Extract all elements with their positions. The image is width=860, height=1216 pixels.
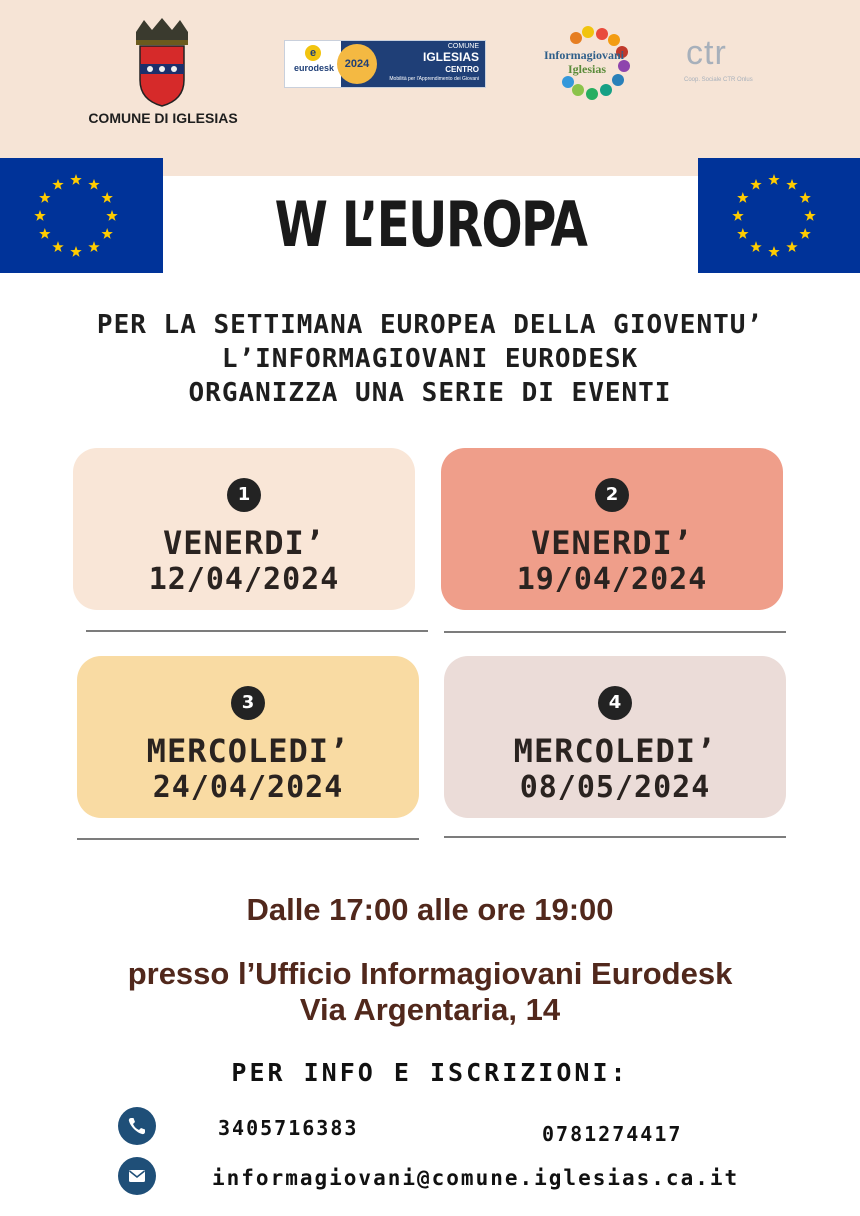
eu-star-icon (786, 179, 797, 190)
event-date: 24/04/2024 (152, 770, 344, 805)
eu-star-icon (750, 179, 761, 190)
eu-star-icon (732, 210, 743, 221)
eu-star-icon (39, 192, 50, 203)
event-card-1 (73, 448, 415, 610)
envelope-icon (118, 1157, 156, 1195)
event-number-badge: 4 (598, 686, 632, 720)
eu-star-icon (52, 179, 63, 190)
eu-star-icon (799, 228, 810, 239)
event-number-badge: 3 (231, 686, 265, 720)
divider (444, 631, 786, 633)
eu-flag-left (0, 158, 163, 273)
eu-star-icon (799, 192, 810, 203)
eurodesk-centro: CENTRO (445, 65, 479, 74)
eurodesk-comune: COMUNE (447, 43, 479, 50)
eu-stars-icon (698, 158, 860, 273)
intro-text (0, 308, 860, 410)
event-day: VENERDI’ (530, 524, 694, 562)
event-day: MERCOLEDI’ (146, 732, 350, 770)
comune-crest-logo (130, 18, 194, 108)
eurodesk-tagline: Mobilità per l'Apprendimento dei Giovani (389, 76, 479, 82)
eu-star-icon (70, 174, 81, 185)
info-label: PER INFO E ISCRIZIONI: (231, 1058, 629, 1087)
event-number-badge: 1 (227, 478, 261, 512)
eu-star-icon (52, 241, 63, 252)
intro-line: PER LA SETTIMANA EUROPEA DELLA GIOVENTU’ (96, 310, 764, 340)
eu-star-icon (786, 241, 797, 252)
divider (77, 838, 419, 840)
divider (444, 836, 786, 838)
phone-number-1[interactable]: 3405716383 (218, 1116, 359, 1140)
ctr-subtitle: Coop. Sociale CTR Onlus (684, 77, 753, 83)
eu-flag-right (698, 158, 860, 273)
event-card-2 (441, 448, 783, 610)
eu-star-icon (34, 210, 45, 221)
eu-star-icon (70, 246, 81, 257)
eu-star-icon (101, 192, 112, 203)
venue-name: presso l’Ufficio Informagiovani Eurodesk (127, 956, 733, 991)
event-time: Dalle 17:00 alle ore 19:00 (246, 892, 614, 927)
event-card-4 (444, 656, 786, 818)
eu-star-icon (737, 228, 748, 239)
eu-star-icon (768, 174, 779, 185)
eurodesk-year-badge: 2024 (337, 44, 377, 84)
comune-label: COMUNE DI IGLESIAS (88, 110, 238, 126)
eurodesk-iglesias: IGLESIAS (422, 50, 479, 64)
eurodesk-e-icon: e (305, 45, 321, 61)
event-card-3 (77, 656, 419, 818)
eu-star-icon (750, 241, 761, 252)
eu-star-icon (39, 228, 50, 239)
eurodesk-word: eurodesk (293, 63, 335, 73)
page-title: W L’EUROPA (274, 188, 587, 261)
event-date: 08/05/2024 (519, 770, 711, 805)
event-number-badge: 2 (595, 478, 629, 512)
event-day: VENERDI’ (162, 524, 326, 562)
intro-line: L’INFORMAGIOVANI EURODESK (221, 344, 639, 374)
venue-address: Via Argentaria, 14 (299, 992, 561, 1027)
informagiovani-line2: Iglesias (568, 62, 607, 76)
header-band (0, 0, 860, 176)
eu-star-icon (737, 192, 748, 203)
ctr-logo: ctr (686, 34, 727, 72)
event-day: MERCOLEDI’ (513, 732, 717, 770)
divider (86, 630, 428, 632)
phone-number-2[interactable]: 0781274417 (542, 1122, 683, 1146)
eu-stars-icon (0, 158, 163, 273)
email-link[interactable]: informagiovani@comune.iglesias.ca.it (212, 1166, 740, 1190)
eu-star-icon (804, 210, 815, 221)
phone-icon (118, 1107, 156, 1145)
eu-star-icon (106, 210, 117, 221)
informagiovani-line1: Informagiovani (544, 48, 625, 62)
eu-star-icon (88, 241, 99, 252)
eu-star-icon (88, 179, 99, 190)
eurodesk-logo (284, 40, 486, 88)
eu-star-icon (768, 246, 779, 257)
intro-line: ORGANIZZA UNA SERIE DI EVENTI (188, 378, 672, 408)
event-date: 19/04/2024 (516, 562, 708, 597)
eu-star-icon (101, 228, 112, 239)
event-date: 12/04/2024 (148, 562, 340, 597)
